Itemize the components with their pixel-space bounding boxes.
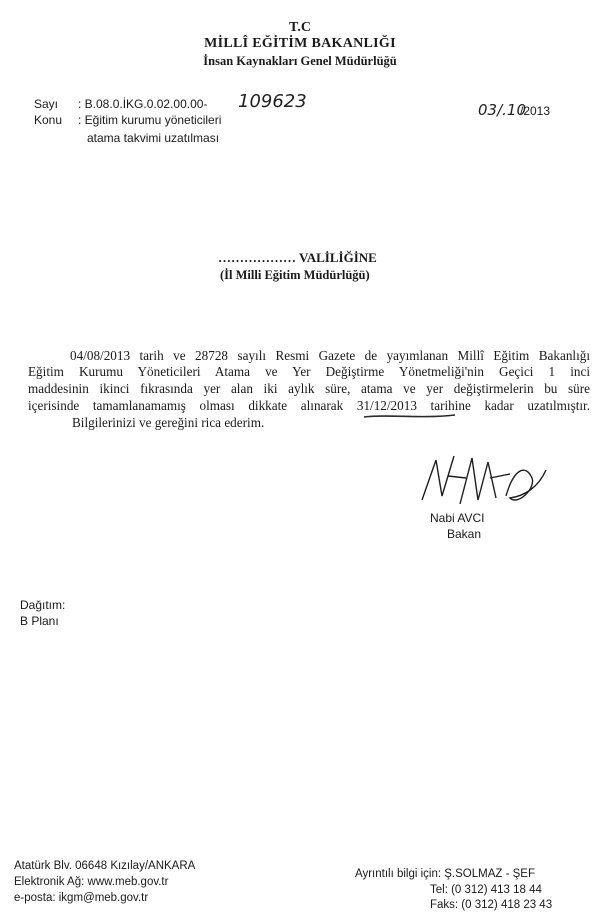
signatory-title: Bakan xyxy=(447,527,482,541)
date-handwritten: 03/.10 xyxy=(478,101,526,119)
header-department: İnsan Kaynakları Genel Müdürlüğü xyxy=(203,54,397,68)
footer-fax: Faks: (0 312) 418 23 43 xyxy=(430,899,553,911)
body-line-3: maddesinin ikinci fıkrasında yer alan iki aylık süre, atama ve yer değiştirmelerin bu süre xyxy=(28,381,590,396)
body-line-2: Eğitim Kurumu Yöneticileri Atama ve Yer Değiştirme Yönetmeliği'nin Geçici 1 inci xyxy=(28,364,590,379)
distribution-value: B Planı xyxy=(20,614,59,628)
sayi-label: Sayı xyxy=(34,97,59,111)
distribution-label: Dağıtım: xyxy=(20,598,66,612)
footer-contact: Ayrıntılı bilgi için: Ş.SOLMAZ - ŞEF xyxy=(355,868,536,880)
footer-network: Elektronik Ağ: www.meb.gov.tr xyxy=(14,876,169,888)
handwritten-underline xyxy=(360,410,460,424)
sayi-value: : B.08.0.İKG.0.02.00.00- xyxy=(78,97,208,111)
header-tc: T.C xyxy=(289,20,311,35)
body-line-4: içerisinde tamamlanamamış olması dikkate alınarak 31/12/2013 tarihine kadar uzatılmıştır. xyxy=(28,398,590,413)
footer-tel: Tel: (0 312) 413 18 44 xyxy=(430,884,542,896)
sayi-handwritten-number: 109623 xyxy=(238,91,307,112)
konu-line-1: : Eğitim kurumu yöneticileri xyxy=(78,113,222,127)
signature-scribble xyxy=(414,448,554,518)
addressee-line-2: (İl Milli Eğitim Müdürlüğü) xyxy=(220,268,370,282)
body-line-5: Bilgilerinizi ve gereğini rica ederim. xyxy=(72,415,265,430)
date-printed: /2013 xyxy=(520,104,551,118)
konu-label: Konu xyxy=(34,113,63,127)
signatory-name: Nabi AVCI xyxy=(430,511,485,525)
addressee-line-1: ……………… VALİLİĞİNE xyxy=(218,250,377,265)
body-line-1: 04/08/2013 tarih ve 28728 sayılı Resmi Gazete de yayımlanan Millî Eğitim Bakanlığı xyxy=(70,348,590,363)
footer-address: Atatürk Blv. 06648 Kızılay/ANKARA xyxy=(14,860,196,872)
konu-line-2: atama takvimi uzatılması xyxy=(87,131,220,145)
header-ministry: MİLLÎ EĞİTİM BAKANLIĞI xyxy=(204,36,396,51)
footer-email: e-posta: ikgm@meb.gov.tr xyxy=(14,892,149,904)
